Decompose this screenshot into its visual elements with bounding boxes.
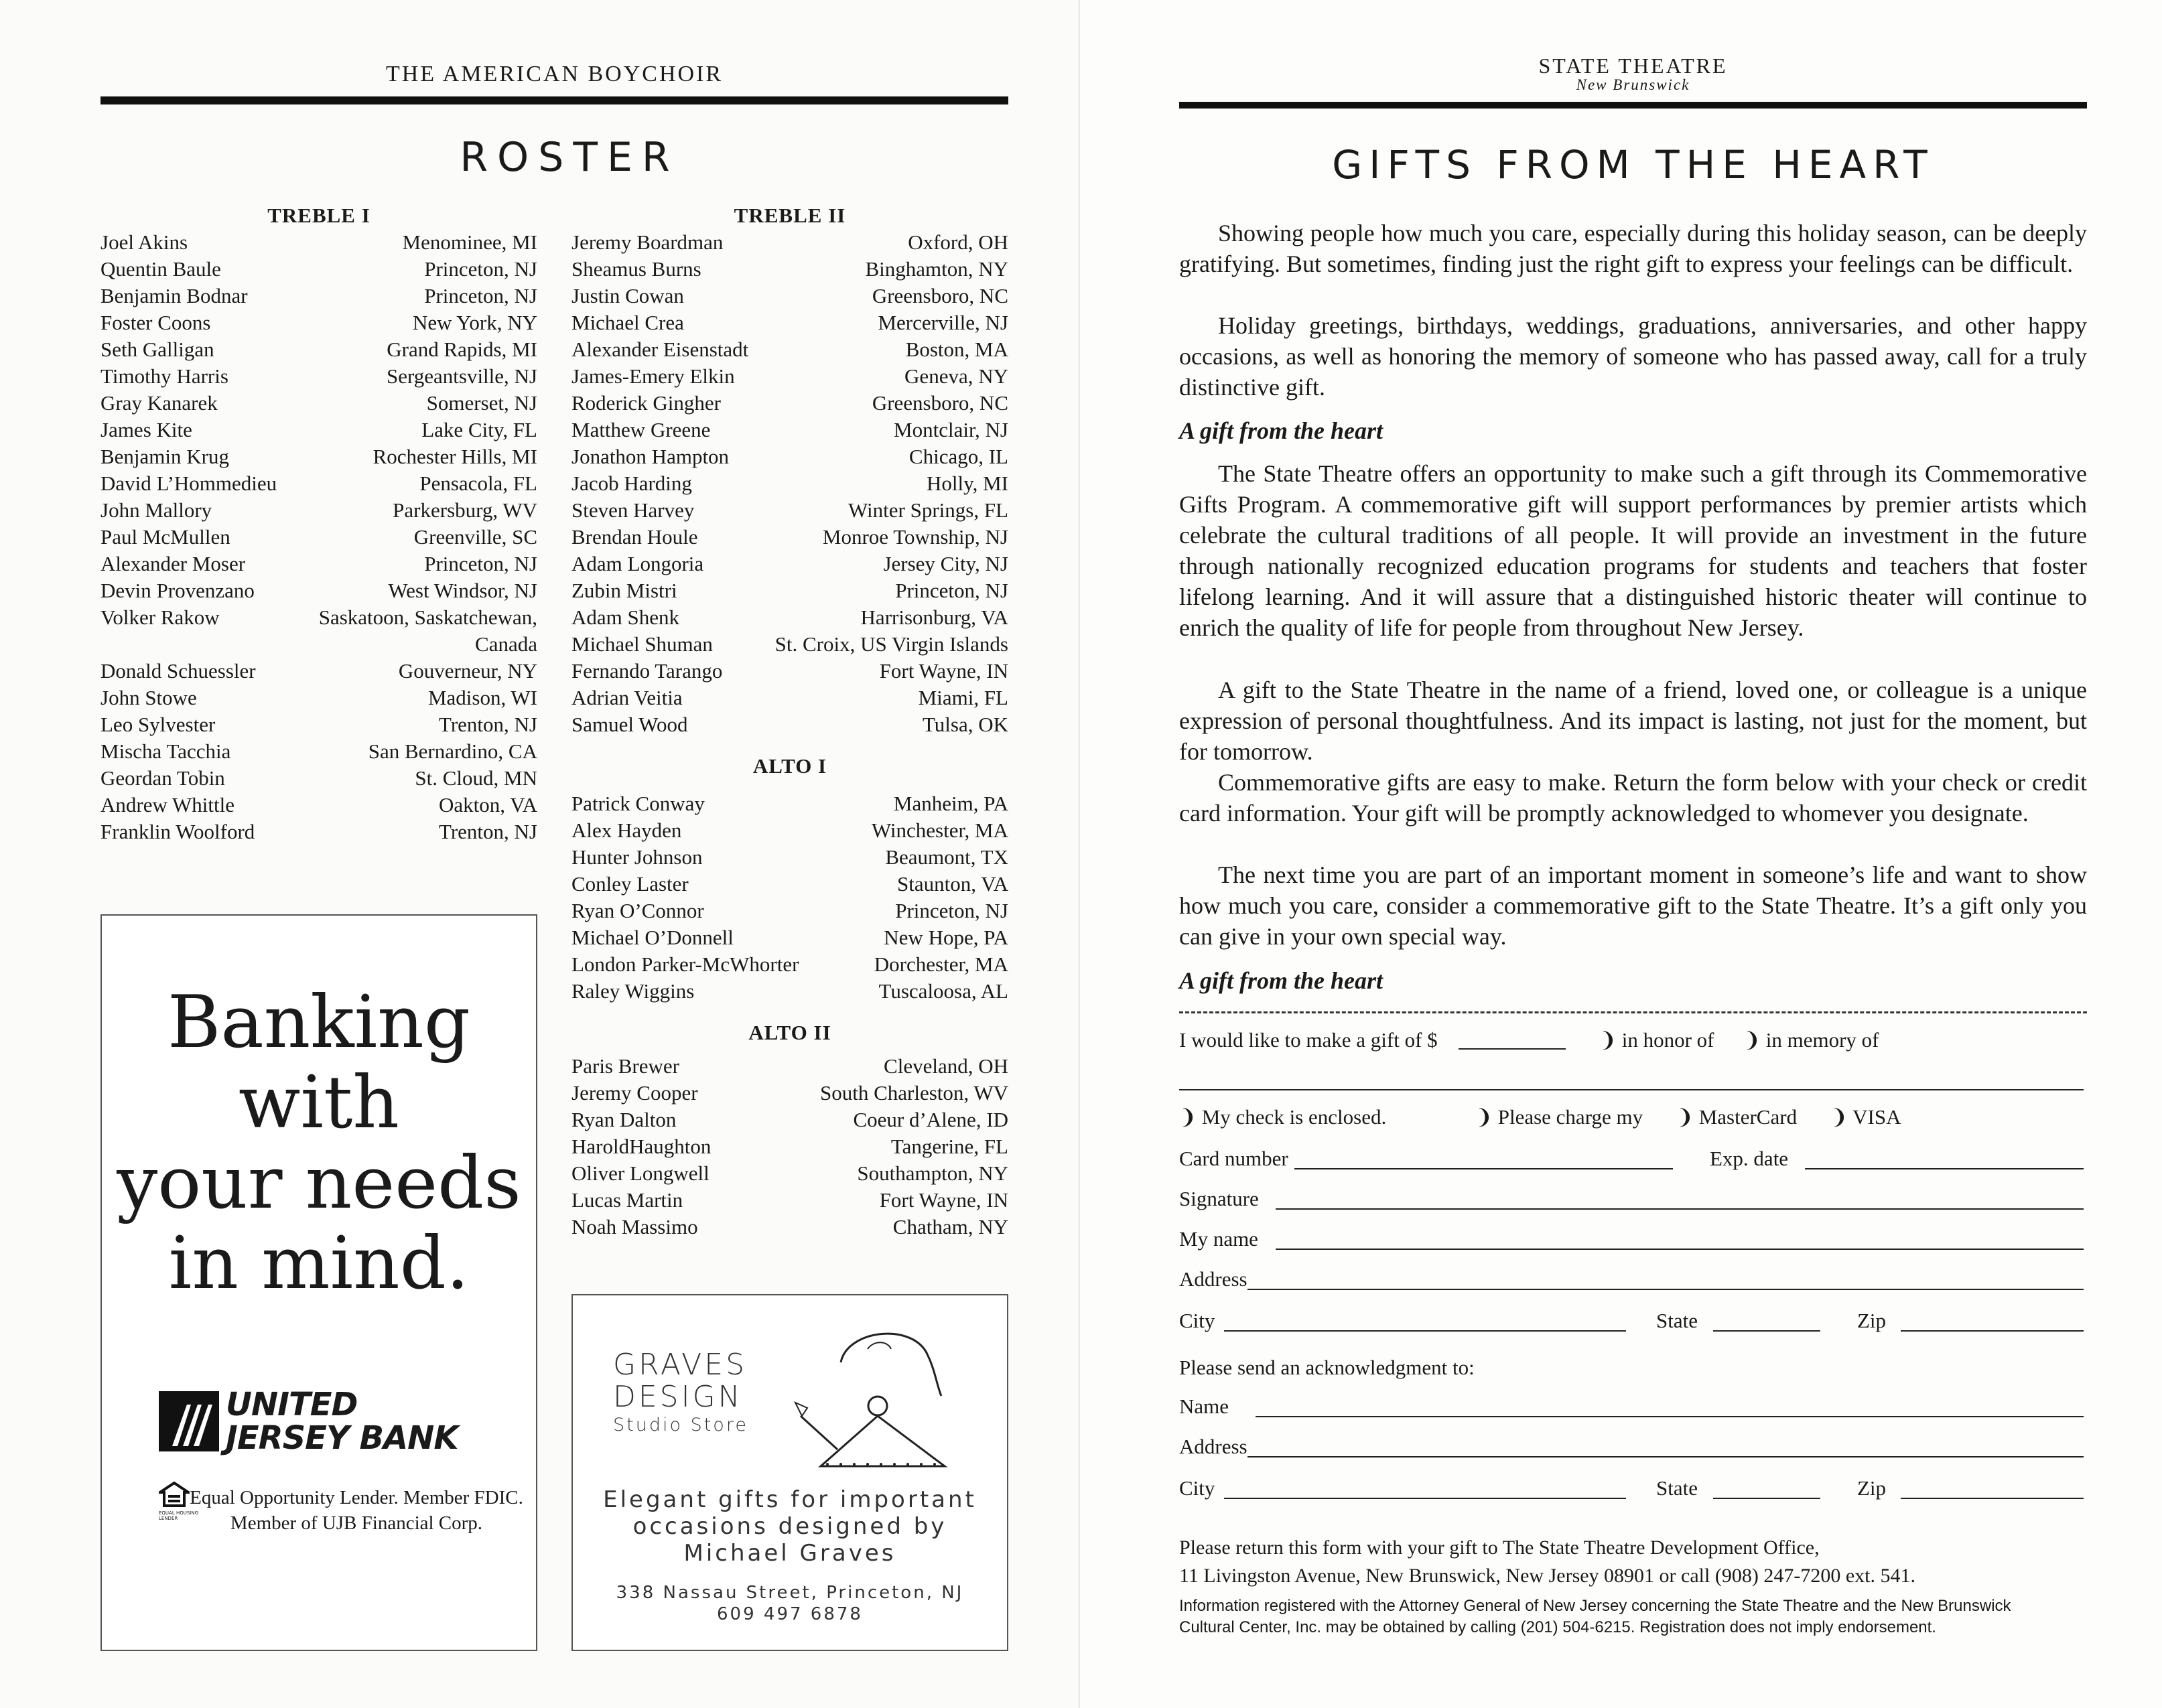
city-field[interactable]: [1224, 1330, 1626, 1332]
roster-row: [100, 685, 537, 711]
roster-row: [571, 951, 1008, 978]
alto-1-heading: ALTO I: [752, 754, 827, 778]
member-name: Alex Hayden: [571, 819, 682, 842]
member-name: Paris Brewer: [571, 1054, 679, 1078]
member-location: Boston, MA: [905, 338, 1008, 361]
intro-text-2: Holiday greetings, birthdays, weddings, graduations, anniversaries, and other happy occasions, as well as honoring the memory of someone who has passed away, call for a truly distinctive gift.: [1179, 312, 2087, 401]
member-name: Matthew Greene: [571, 418, 711, 441]
graves-tagline-line: occasions designed by: [632, 1513, 947, 1540]
member-name: Adrian Veitia: [571, 686, 683, 709]
roster-row: [100, 309, 537, 336]
member-location: Staunton, VA: [897, 872, 1008, 896]
ack-address-field[interactable]: [1247, 1456, 2084, 1457]
roster-row: [571, 1187, 1008, 1214]
member-location: Cleveland, OH: [884, 1054, 1008, 1078]
member-name: Quentin Baule: [100, 257, 221, 281]
roster-row: [571, 1133, 1008, 1160]
cut-line: [1179, 1011, 2087, 1013]
member-location: Chicago, IL: [908, 445, 1008, 468]
member-name: Alexander Eisenstadt: [571, 338, 749, 361]
ack-city-field[interactable]: [1224, 1498, 1626, 1499]
member-location: Trenton, NJ: [439, 820, 537, 843]
graves-brand-line-2: DESIGN: [613, 1380, 743, 1414]
body-text-2: A gift to the State Theatre in the name of a friend, loved one, or colleague is a unique expression of personal thoughtfulness. And its impact is lasting, not just for the moment, but for tomorrow.: [1179, 677, 2087, 765]
bank-advertisement: [100, 914, 537, 1651]
card-number-field[interactable]: [1294, 1168, 1673, 1169]
roster-row: [100, 792, 537, 819]
left-page: [0, 0, 1080, 1708]
roster-row: [571, 363, 1008, 390]
member-location: Southampton, NY: [857, 1161, 1008, 1185]
roster-row: [571, 844, 1008, 871]
my-name-field[interactable]: [1276, 1249, 2084, 1250]
member-location: Chatham, NY: [892, 1215, 1008, 1238]
graves-brand: [613, 1349, 748, 1437]
return-line-1: Please return this form with your gift to The State Theatre Development Office,: [1179, 1537, 1820, 1559]
member-name: Ryan O’Connor: [571, 899, 704, 922]
member-location: Sergeantsville, NJ: [386, 364, 537, 388]
member-name: John Mallory: [100, 498, 212, 522]
roster-row: [571, 256, 1008, 283]
member-name: Paul McMullen: [100, 525, 230, 549]
roster-row: [100, 577, 537, 604]
member-location: St. Croix, US Virgin Islands: [774, 632, 1008, 656]
exp-date-field[interactable]: [1805, 1168, 2084, 1169]
member-location: Dorchester, MA: [874, 952, 1008, 976]
member-name: HaroldHaughton: [571, 1135, 712, 1158]
ack-address-label: Address: [1179, 1435, 1247, 1458]
member-name: Michael Shuman: [571, 632, 713, 656]
graves-design-advertisement: [571, 1294, 1008, 1651]
intro-paragraph-2: [1179, 310, 2087, 403]
body-paragraph-1: [1179, 458, 2087, 643]
member-location: Harrisonburg, VA: [860, 606, 1008, 629]
member-location: St. Cloud, MN: [415, 766, 537, 790]
member-name: Fernando Tarango: [571, 659, 723, 683]
roster-row: [571, 283, 1008, 309]
member-location: Somerset, NJ: [426, 391, 537, 415]
member-name: Seth Galligan: [100, 338, 214, 361]
card-number-label: Card number: [1179, 1147, 1288, 1170]
member-name: Sheamus Burns: [571, 257, 701, 281]
member-location: Fort Wayne, IN: [879, 1188, 1008, 1212]
roster-row: [571, 1214, 1008, 1240]
member-location: Trenton, NJ: [439, 713, 537, 736]
member-location: Madison, WI: [427, 686, 537, 709]
roster-row: [571, 524, 1008, 551]
member-location: West Windsor, NJ: [388, 579, 537, 602]
roster-row: [100, 443, 537, 470]
member-location: Mercerville, NJ: [878, 311, 1008, 334]
member-name: Donald Schuessler: [100, 659, 256, 683]
member-location: Gouverneur, NY: [398, 659, 537, 683]
roster-row: [571, 1080, 1008, 1107]
address-label: Address: [1179, 1267, 1247, 1291]
member-location: Princeton, NJ: [895, 899, 1008, 922]
member-name: Adam Longoria: [571, 552, 704, 575]
right-page: [1080, 0, 2162, 1708]
roster-row: [571, 336, 1008, 363]
state-field[interactable]: [1713, 1330, 1820, 1332]
member-location: Coeur d’Alene, ID: [853, 1108, 1008, 1131]
my-name-label: My name: [1179, 1227, 1258, 1251]
member-name: Samuel Wood: [571, 713, 688, 736]
member-name: Andrew Whittle: [100, 793, 235, 816]
roster-row: [571, 470, 1008, 497]
bank-logo-mark-icon: [159, 1391, 219, 1451]
member-location: Oxford, OH: [908, 230, 1008, 254]
body-paragraph-2: [1179, 674, 2087, 767]
ack-name-label: Name: [1179, 1395, 1229, 1418]
member-name: Gray Kanarek: [100, 391, 218, 415]
roster-row: [571, 658, 1008, 685]
member-location: Grand Rapids, MI: [387, 338, 537, 361]
member-location-line: Canada: [475, 632, 537, 656]
ack-state-field[interactable]: [1713, 1498, 1820, 1499]
graves-address: 338 Nassau Street, Princeton, NJ: [616, 1583, 964, 1603]
address-field[interactable]: [1247, 1289, 2084, 1290]
roster-row: [571, 631, 1008, 658]
member-name: David L’Hommedieu: [100, 472, 277, 495]
member-name: Michael Crea: [571, 311, 684, 334]
member-name: Adam Shenk: [571, 606, 680, 629]
visa-option[interactable]: ❩ VISA: [1830, 1105, 1901, 1129]
member-name: Volker Rakow: [100, 606, 220, 629]
roster-row: [571, 229, 1008, 256]
return-line-2: 11 Livingston Avenue, New Brunswick, New Jersey 08901 or call (908) 247-7200 ext. 541.: [1179, 1565, 1915, 1587]
roster-row: [571, 309, 1008, 336]
bank-footer-line-1: Equal Opportunity Lender. Member FDIC.: [190, 1487, 523, 1508]
running-head: THE AMERICAN BOYCHOIR: [385, 62, 724, 86]
bank-footer: [189, 1485, 524, 1536]
graves-tagline: [573, 1486, 1007, 1567]
mastercard-option[interactable]: ❩ MasterCard: [1676, 1105, 1798, 1129]
roster-row: [100, 417, 537, 443]
signature-label: Signature: [1179, 1187, 1259, 1210]
member-location: Binghamton, NY: [865, 257, 1008, 281]
ack-zip-field[interactable]: [1901, 1498, 2084, 1499]
member-location: New York, NY: [412, 311, 537, 334]
member-name: Roderick Gingher: [571, 391, 721, 415]
bank-headline-line: with: [239, 1061, 399, 1145]
member-location: Winchester, MA: [871, 819, 1008, 842]
in-memory-option[interactable]: ❩ in memory of: [1743, 1028, 1879, 1052]
member-location: Parkersburg, WV: [393, 498, 537, 522]
body-text-3: Commemorative gifts are easy to make. Return the form below with your check or credit card information. Your gift will be promptly acknowledged to whomever you designate.: [1179, 769, 2087, 827]
member-name: Franklin Woolford: [100, 820, 255, 843]
bank-logo-line-2: JERSEY BANK: [226, 1419, 458, 1457]
graves-tagline-line: Michael Graves: [683, 1540, 896, 1567]
member-location: San Bernardino, CA: [368, 739, 537, 763]
bank-headline-line: your needs: [117, 1141, 521, 1225]
roster-row: [100, 604, 537, 658]
member-name: Geordan Tobin: [100, 766, 225, 790]
equal-housing-caption: EQUAL HOUSING LENDER: [159, 1510, 199, 1521]
bank-headline: [102, 983, 536, 1304]
zip-field[interactable]: [1901, 1330, 2084, 1332]
roster-row: [571, 898, 1008, 924]
alto-2-list: [571, 1053, 1008, 1240]
member-location: Holly, MI: [927, 472, 1008, 495]
member-name: Brendan Houle: [571, 525, 698, 549]
member-location: Rochester Hills, MI: [373, 445, 537, 468]
body-text-4: The next time you are part of an important moment in someone’s life and want to show how much you care, consider a commemorative gift to the State Theatre. It’s a gift only you can give in your own special way.: [1179, 861, 2087, 950]
member-location: Miami, FL: [918, 686, 1008, 709]
member-location: Manheim, PA: [893, 792, 1008, 815]
roster-column-right: [571, 202, 1008, 1240]
member-location: Jersey City, NJ: [883, 552, 1008, 575]
body-text-1: The State Theatre offers an opportunity to make such a gift through its Commemorative Gifts Program. A commemorative gift will support performances by premier artists which celebrate the cultural traditions of all people. It will provide an investment in the future through nationally recognized education programs for students and teachers that foster lifelong learning. And it will assure that a distinguished historic theater will continue to enrich the quality of life for people from throughout New Jersey.: [1179, 460, 2087, 641]
roster-column-left: [100, 202, 537, 845]
graves-brand-line-3: Studio Store: [613, 1415, 748, 1435]
member-location: South Charleston, WV: [820, 1081, 1008, 1105]
member-name: Joel Akins: [100, 230, 188, 254]
body-paragraph-4: [1179, 859, 2087, 952]
graves-brand-line-1: GRAVES: [613, 1348, 747, 1382]
roster-row: [571, 1160, 1008, 1187]
header-rule: [1179, 102, 2087, 109]
roster-row: [100, 470, 537, 497]
roster-row: [100, 283, 537, 309]
roster-row: [100, 738, 537, 765]
roster-row: [100, 336, 537, 363]
member-name: Benjamin Bodnar: [100, 284, 248, 307]
member-name: Raley Wiggins: [571, 979, 695, 1003]
check-enclosed-option[interactable]: ❩ My check is enclosed.: [1179, 1105, 1387, 1129]
zip-label: Zip: [1857, 1309, 1887, 1332]
roster-row: [571, 417, 1008, 443]
member-name: Benjamin Krug: [100, 445, 229, 468]
roster-row: [571, 871, 1008, 898]
member-location: Tulsa, OK: [922, 713, 1008, 736]
bank-headline-line: in mind.: [168, 1222, 470, 1305]
subheading-1: A gift from the heart: [1179, 417, 1383, 444]
member-name: Leo Sylvester: [100, 713, 216, 736]
ack-city-label: City: [1179, 1476, 1215, 1500]
member-name: Timothy Harris: [100, 364, 228, 388]
member-location: Greensboro, NC: [872, 391, 1008, 415]
state-label: State: [1656, 1309, 1698, 1332]
member-name: Michael O’Donnell: [571, 926, 734, 949]
ack-name-field[interactable]: [1256, 1416, 2084, 1417]
member-name: James-Emery Elkin: [571, 364, 735, 388]
member-location: Princeton, NJ: [424, 552, 537, 575]
roster-row: [100, 256, 537, 283]
treble-2-list: [571, 229, 1008, 738]
graves-phone: 609 497 6878: [717, 1604, 863, 1624]
roster-row: [571, 577, 1008, 604]
subheading-2: A gift from the heart: [1179, 967, 1383, 994]
legal-line-2: Cultural Center, Inc. may be obtained by calling (201) 504-6215. Registration does not imply endorsement.: [1179, 1618, 1936, 1636]
member-location: Montclair, NJ: [894, 418, 1008, 441]
alto-1-list: [571, 790, 1008, 1005]
member-name: Justin Cowan: [571, 284, 684, 307]
member-location: Menominee, MI: [402, 230, 537, 254]
roster-row: [100, 363, 537, 390]
in-honor-option[interactable]: ❩ in honor of: [1599, 1028, 1714, 1052]
page-title: GIFTS FROM THE HEART: [1332, 142, 1934, 188]
exp-date-label: Exp. date: [1710, 1147, 1789, 1170]
graves-tagline-line: Elegant gifts for important: [603, 1486, 977, 1513]
graves-contact: [573, 1582, 1007, 1625]
roster-row: [100, 711, 537, 738]
bank-logo-line-1: UNITED: [226, 1386, 358, 1423]
member-name: Hunter Johnson: [571, 845, 703, 869]
member-location: Oakton, VA: [439, 793, 537, 816]
member-location: Princeton, NJ: [424, 284, 537, 307]
member-name: Ryan Dalton: [571, 1108, 677, 1131]
return-instructions: [1179, 1534, 2090, 1590]
member-location: Fort Wayne, IN: [879, 659, 1008, 683]
page-title: ROSTER: [460, 134, 679, 181]
member-location: Princeton, NJ: [895, 579, 1008, 602]
member-location: Geneva, NY: [904, 364, 1008, 388]
member-location: Monroe Township, NJ: [822, 525, 1008, 549]
legal-line-1: Information registered with the Attorney General of New Jersey concerning the State Theatre and the New Brunswick: [1179, 1597, 2011, 1615]
roster-row: [100, 551, 537, 577]
member-name: Steven Harvey: [571, 498, 695, 522]
member-location: Lake City, FL: [421, 418, 537, 441]
member-name: Jeremy Boardman: [571, 230, 724, 254]
roster-row: [571, 1107, 1008, 1133]
roster-row: [100, 229, 537, 256]
member-location: New Hope, PA: [884, 926, 1008, 949]
roster-row: [571, 551, 1008, 577]
member-name: Conley Laster: [571, 872, 689, 896]
running-head: STATE THEATRE: [1538, 54, 1728, 78]
charge-option[interactable]: ❩ Please charge my: [1475, 1105, 1643, 1129]
member-location: Tangerine, FL: [890, 1135, 1008, 1158]
roster-row: [100, 524, 537, 551]
member-location: Winter Springs, FL: [848, 498, 1008, 522]
ack-state-label: State: [1656, 1476, 1698, 1500]
member-name: Alexander Moser: [100, 552, 246, 575]
roster-row: [100, 390, 537, 417]
alto-2-heading: ALTO II: [748, 1021, 831, 1044]
signature-field[interactable]: [1276, 1208, 2084, 1210]
roster-row: [571, 685, 1008, 711]
member-name: London Parker-McWhorter: [571, 952, 799, 976]
member-name: Foster Coons: [100, 311, 211, 334]
roster-row: [571, 978, 1008, 1005]
roster-row: [100, 658, 537, 685]
treble-2-heading: TREBLE II: [734, 204, 846, 227]
ack-zip-label: Zip: [1857, 1476, 1887, 1500]
member-name: Jonathon Hampton: [571, 445, 730, 468]
roster-row: [571, 390, 1008, 417]
roster-row: [100, 819, 537, 845]
roster-row: [571, 790, 1008, 817]
member-name: Jeremy Cooper: [571, 1081, 698, 1105]
bank-headline-line: Banking: [167, 981, 470, 1064]
gift-amount-label: I would like to make a gift of $: [1179, 1028, 1438, 1052]
equal-housing-icon: [159, 1482, 199, 1522]
member-name: Zubin Mistri: [571, 579, 677, 602]
city-label: City: [1179, 1309, 1215, 1332]
honoree-field[interactable]: [1179, 1089, 2084, 1090]
member-location: Greenville, SC: [413, 525, 537, 549]
bank-logo: [159, 1388, 507, 1455]
bank-footer-line-2: Member of UJB Financial Corp.: [230, 1512, 483, 1534]
member-location-line: Saskatoon, Saskatchewan,: [318, 606, 537, 629]
member-name: Mischa Tacchia: [100, 739, 231, 763]
roster-row: [571, 711, 1008, 738]
treble-1-heading: TREBLE I: [267, 204, 370, 227]
roster-row: [571, 443, 1008, 470]
roster-row: [571, 924, 1008, 951]
roster-row: [571, 497, 1008, 524]
member-location: Greensboro, NC: [872, 284, 1008, 307]
member-location: Tuscaloosa, AL: [878, 979, 1008, 1003]
body-paragraph-3: [1179, 767, 2087, 829]
acknowledgment-label: Please send an acknowledgment to:: [1179, 1356, 1475, 1379]
roster-row: [571, 817, 1008, 844]
kettle-icon: [794, 1315, 968, 1476]
roster-row: [571, 604, 1008, 631]
member-location: Beaumont, TX: [885, 845, 1008, 869]
member-name: Jacob Harding: [571, 472, 692, 495]
roster-row: [100, 765, 537, 792]
member-location: [319, 604, 537, 658]
intro-paragraph-1: [1179, 218, 2087, 279]
intro-text-1: Showing people how much you care, especially during this holiday season, can be deeply gratifying. But sometimes, finding just the right gift to express your feelings can be difficult.: [1179, 220, 2087, 277]
member-name: Lucas Martin: [571, 1188, 683, 1212]
gift-amount-field[interactable]: [1459, 1048, 1566, 1050]
member-name: Oliver Longwell: [571, 1161, 710, 1185]
member-location: Princeton, NJ: [424, 257, 537, 281]
member-name: James Kite: [100, 418, 192, 441]
roster-row: [571, 1053, 1008, 1080]
roster-row: [100, 497, 537, 524]
member-name: Patrick Conway: [571, 792, 705, 815]
legal-notice: [1179, 1595, 2090, 1638]
member-location: Pensacola, FL: [419, 472, 537, 495]
member-name: Devin Provenzano: [100, 579, 255, 602]
member-name: Noah Massimo: [571, 1215, 698, 1238]
member-name: John Stowe: [100, 686, 197, 709]
treble-1-list: [100, 229, 537, 845]
header-rule: [100, 96, 1008, 104]
running-subhead: New Brunswick: [1576, 76, 1690, 93]
